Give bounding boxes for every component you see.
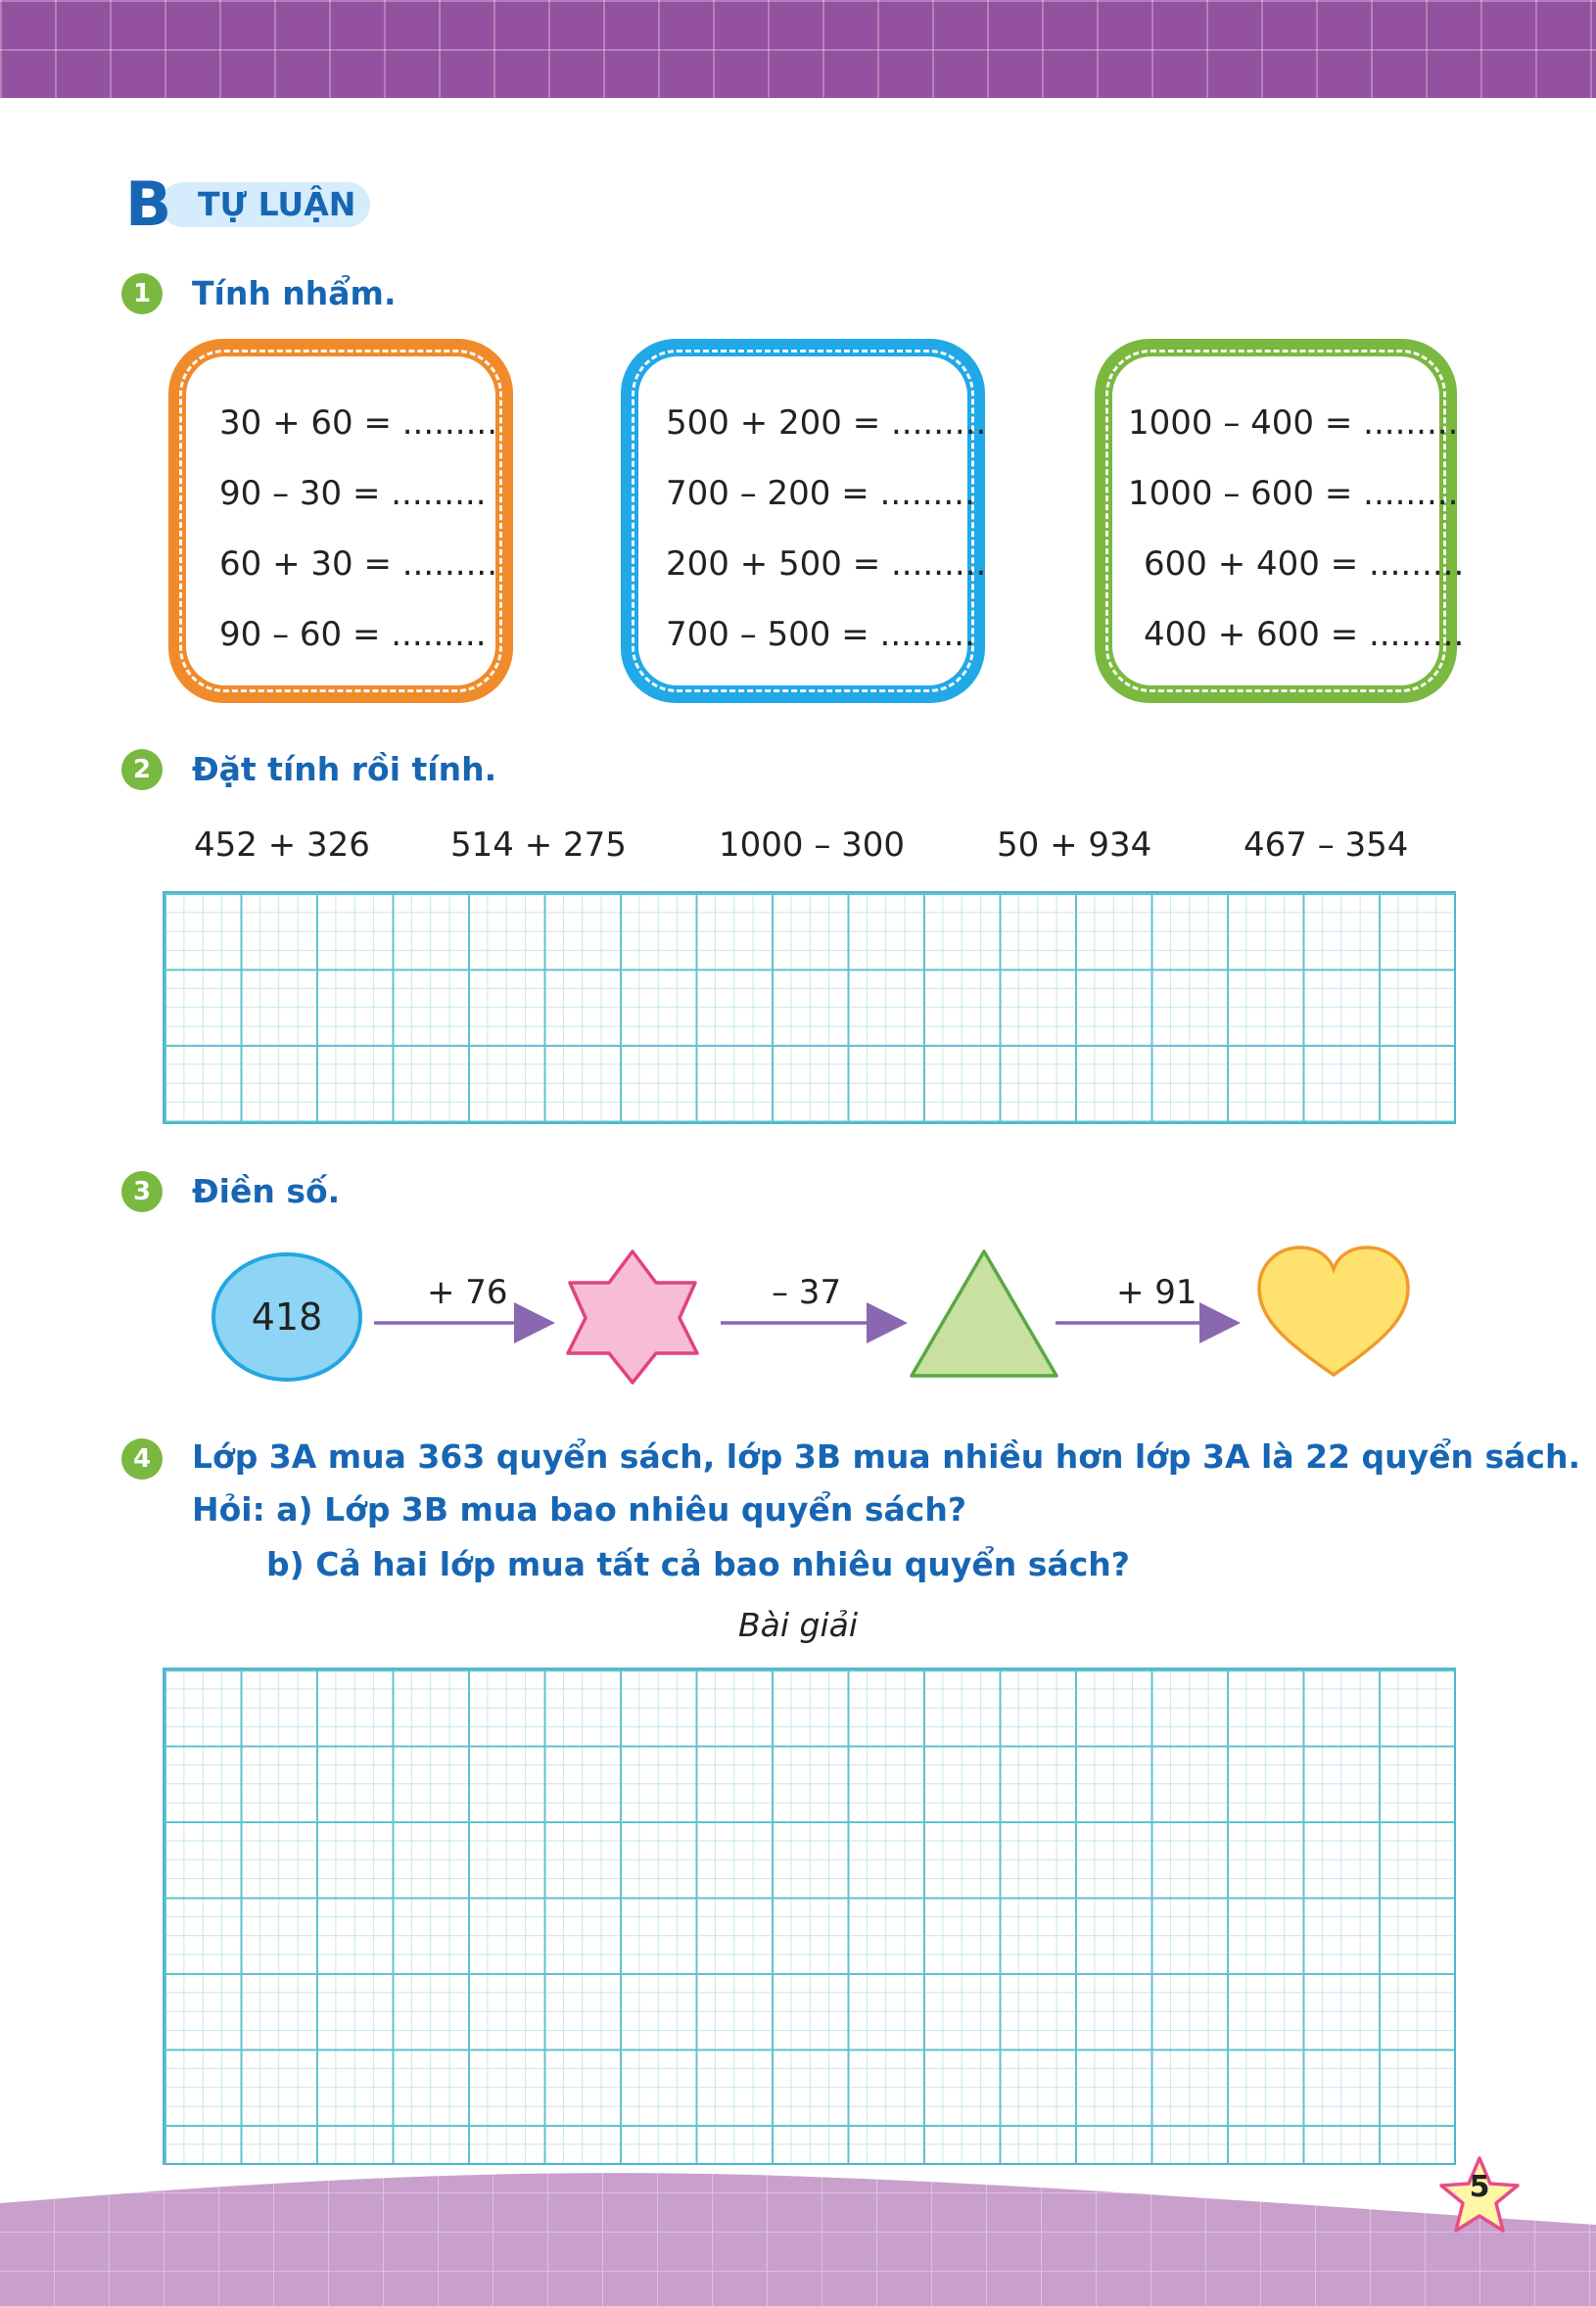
calc-line: 500 + 200 = ......... <box>666 403 987 443</box>
star-shape-blank[interactable] <box>568 1251 697 1383</box>
question-4-header <box>121 1435 180 1482</box>
calc-box-orange <box>168 339 513 703</box>
section-letter: B <box>125 168 172 240</box>
question-2-header <box>121 746 709 793</box>
question-title: Đặt tính rồi tính. <box>192 750 497 788</box>
calc-line: 1000 – 600 = ......... <box>1128 474 1459 513</box>
calc-line: 60 + 30 = ......... <box>219 544 498 584</box>
calc-line: 700 – 500 = ......... <box>666 615 975 654</box>
calc-box-blue <box>621 339 985 703</box>
triangle-shape-blank[interactable] <box>912 1251 1056 1376</box>
expression: 50 + 934 <box>997 825 1152 865</box>
calc-line: 30 + 60 = ......... <box>219 403 498 443</box>
calc-box-green <box>1095 339 1465 703</box>
operation-label: – 37 <box>772 1273 842 1312</box>
calc-line: 1000 – 400 = ......... <box>1128 403 1459 443</box>
question-3-header <box>121 1168 611 1215</box>
footer-band <box>0 2154 1596 2306</box>
question-1-header <box>121 270 611 317</box>
question-4-text-line-2: Hỏi: a) Lớp 3B mua bao nhiêu quyển sách? <box>192 1490 966 1529</box>
operation-label: + 91 <box>1116 1273 1197 1312</box>
page-number: 5 <box>1469 2170 1490 2204</box>
answer-grid-q2[interactable] <box>163 891 1456 1124</box>
question-number-badge: 4 <box>121 1438 163 1480</box>
calc-line: 200 + 500 = ......... <box>666 544 987 584</box>
operation-label: + 76 <box>427 1273 508 1312</box>
expression: 452 + 326 <box>194 825 370 865</box>
question-title: Tính nhẩm. <box>192 274 397 312</box>
expression: 467 – 354 <box>1244 825 1409 865</box>
section-tag <box>125 168 372 240</box>
question-number-badge: 2 <box>121 749 163 790</box>
question-title: Điền số. <box>192 1172 341 1210</box>
calc-line: 400 + 600 = ......... <box>1144 615 1465 654</box>
expression: 514 + 275 <box>450 825 627 865</box>
calc-line: 700 – 200 = ......... <box>666 474 975 513</box>
number-chain <box>196 1234 1469 1390</box>
question-4-text-line-3: b) Cả hai lớp mua tất cả bao nhiêu quyển sách? <box>266 1545 1130 1583</box>
calc-line: 90 – 30 = ......... <box>219 474 487 513</box>
question-number-badge: 1 <box>121 273 163 314</box>
question-number-badge: 3 <box>121 1171 163 1212</box>
calc-line: 600 + 400 = ......... <box>1144 544 1465 584</box>
solution-label: Bài giải <box>737 1606 859 1644</box>
start-value: 418 <box>251 1295 323 1339</box>
question-4-text-line-1: Lớp 3A mua 363 quyển sách, lớp 3B mua nhiều hơn lớp 3A là 22 quyển sách. <box>192 1437 1580 1476</box>
section-title: TỰ LUẬN <box>198 185 356 223</box>
calc-line: 90 – 60 = ......... <box>219 615 487 654</box>
expression: 1000 – 300 <box>719 825 906 865</box>
answer-grid-q4[interactable] <box>163 1668 1456 2165</box>
heart-shape-blank[interactable] <box>1259 1247 1408 1375</box>
header-band <box>0 0 1596 98</box>
